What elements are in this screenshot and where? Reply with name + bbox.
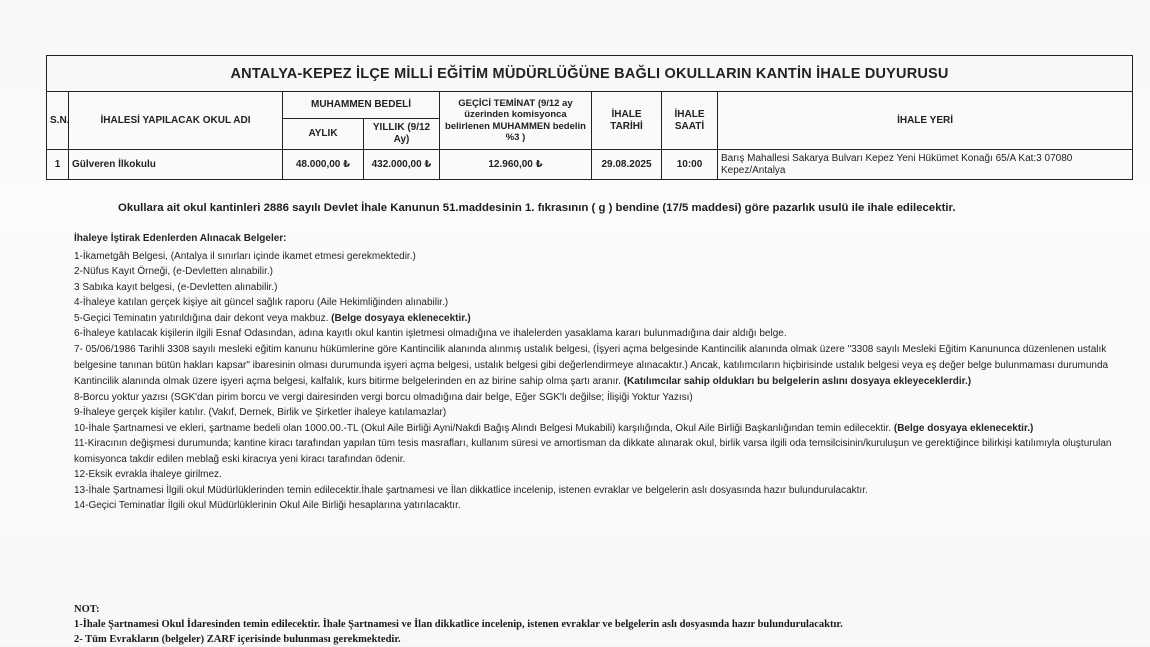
table-row [47, 150, 1133, 180]
note-line: 1-İhale Şartnamesi Okul İdaresinden temin edilecektir. İhale Şartnamesi ve İlan dikkatlice incelenip, istenen evraklar ve belgelerin aslı dosyasında hazır bulundurulacaktır. [74, 619, 843, 630]
header-yillik: YILLIK (9/12 Ay) [364, 119, 440, 150]
header-ihale-tarihi: İHALE TARİHİ [592, 92, 662, 150]
list-item: 6-İhaleye katılacak kişilerin ilgili Esnaf Odasından, adına kayıtlı okul kantin işletmesi olmadığına ve ihalelerden yasaklama kararı bulunmadığına dair aldığı belge. [74, 328, 787, 339]
header-ihale-saati: İHALE SAATİ [662, 92, 718, 150]
bidding-notice: Okullara ait okul kantinleri 2886 sayılı Devlet İhale Kanunun 51.maddesinin 1. fıkrasının ( g ) bendine (17/5 maddesi) göre pazarlık usulü ile ihale edilecektir. [118, 202, 956, 214]
cell-ihale-yeri: Barış Mahallesi Sakarya Bulvarı Kepez Yeni Hükümet Konağı 65/A Kat:3 07080 Kepez/Antalya [718, 150, 1133, 180]
tender-table [46, 55, 1133, 180]
list-item: 4-İhaleye katılan gerçek kişiye ait güncel sağlık raporu (Aile Hekimliğinden alınabilir.) [74, 297, 449, 308]
header-gecici-teminat: GEÇİCİ TEMİNAT (9/12 ay üzerinden komisyonca belirlenen MUHAMMEN bedelin %3 ) [440, 92, 592, 150]
cell-okul-adi: Gülveren İlkokulu [69, 150, 283, 180]
list-item: 8-Borcu yoktur yazısı (SGK'dan pirim borcu ve vergi dairesinden vergi borcu olmadığına dair belge, Eğer SGK'lı değilse; İlişiği Yoktur Yazısı) [74, 391, 693, 403]
note-line: 2- Tüm Evrakların (belgeler) ZARF içerisinde bulunması gerekmektedir. [74, 634, 401, 645]
cell-aylik: 48.000,00 ₺ [283, 150, 364, 180]
list-item: 5-Geçici Teminatın yatırıldığına dair dekont veya makbuz. (Belge dosyaya eklenecektir.) [74, 312, 471, 324]
note-section [74, 602, 1134, 647]
header-ihale-yeri: İHALE YERİ [718, 92, 1133, 150]
header-sn: S.N. [47, 92, 69, 150]
cell-teminat: 12.960,00 ₺ [440, 150, 592, 180]
documents-heading: İhaleye İştirak Edenlerden Alınacak Belgeler: [74, 233, 287, 244]
cell-yillik: 432.000,00 ₺ [364, 150, 440, 180]
header-okul-adi: İHALESİ YAPILACAK OKUL ADI [69, 92, 283, 150]
list-item: 14-Geçici Teminatlar İlgili okul Müdürlüklerinin Okul Aile Birliği hesaplarına yatırılacaktır. [74, 500, 461, 511]
table-title: ANTALYA-KEPEZ İLÇE MİLLİ EĞİTİM MÜDÜRLÜĞÜNE BAĞLI OKULLARIN KANTİN İHALE DUYURUSU [47, 56, 1133, 92]
list-item: 12-Eksik evrakla ihaleye girilmez. [74, 469, 222, 480]
cell-sn: 1 [47, 150, 69, 180]
list-item: 2-Nüfus Kayıt Örneği, (e-Devletten alınabilir.) [74, 266, 273, 277]
header-aylik: AYLIK [283, 119, 364, 150]
list-item: 7- 05/06/1986 Tarihli 3308 sayılı mesleki eğitim kanunu hükümlerine göre Kantincilik alanında alınmış ustalık belgesi, (İşyeri açma belgesinde Kantincilik alanında olmak üzere "3308 sayılı Mesleki Eğitim Kanununca düzenlenen ustalık belgesine tanınan bütün hakları kapsar" ibaresinin olması durumunda işyeri açma belgesi, ustalık belgesi gibi değerlendirmeye alınacaktır.) Ancak, katılımcıların hiçbirisinde ustalık belgesi veya eş değer belge bulunmaması durumunda Kantincilik alanında olmak üzere işyeri açma belgesi, kalfalık, kurs bitirme belgelerinden en az birine sahip olma şartı aranır. (Katılımcılar sahip oldukları bu belgelerin aslını dosyaya ekleyeceklerdir.) [74, 343, 1109, 387]
cell-tarih: 29.08.2025 [592, 150, 662, 180]
cell-saat: 10:00 [662, 150, 718, 180]
list-item: 11-Kiracının değişmesi durumunda; kantine kiracı tarafından yapılan tüm tesis masrafları, kullanım süresi ve amortisman da dikkate alınarak okul, birlik varsa ilgili oda temsilcisinin/kuruluşun ve gerektiğince bilirkişi katılımıyla oluşturulan komisyonca takdir edilen meblağ eski kiracıya yeni kiracı tarafından ödenir. [74, 438, 1112, 465]
list-item: 13-İhale Şartnamesi İlgili okul Müdürlüklerinden temin edilecektir.İhale şartnamesi ve İlan dikkatlice incelenip, istenen evraklar ve belgelerin aslı dosyasında hazır bulundurulacaktır. [74, 484, 868, 496]
header-muhammen-bedeli: MUHAMMEN BEDELİ [283, 92, 440, 119]
required-documents [74, 231, 1134, 514]
list-item: 10-İhale Şartnamesi ve ekleri, şartname bedeli olan 1000.00.-TL (Okul Aile Birliği Ayni/Nakdi Bağış Alındı Belgesi Mukabili) karşılığında, Okul Aile Birliği Başkanlığından temin edilecektir. (Belge dosyaya eklenecektir.) [74, 422, 1034, 434]
note-title: NOT: [74, 604, 100, 615]
list-item: 9-İhaleye gerçek kişiler katılır. (Vakıf, Dernek, Birlik ve Şirketler ihaleye katılamazlar) [74, 407, 447, 418]
list-item: 3 Sabıka kayıt belgesi, (e-Devletten alınabilir.) [74, 281, 278, 293]
list-item: 1-İkametgâh Belgesi, (Antalya il sınırları içinde ikamet etmesi gerekmektedir.) [74, 250, 416, 262]
